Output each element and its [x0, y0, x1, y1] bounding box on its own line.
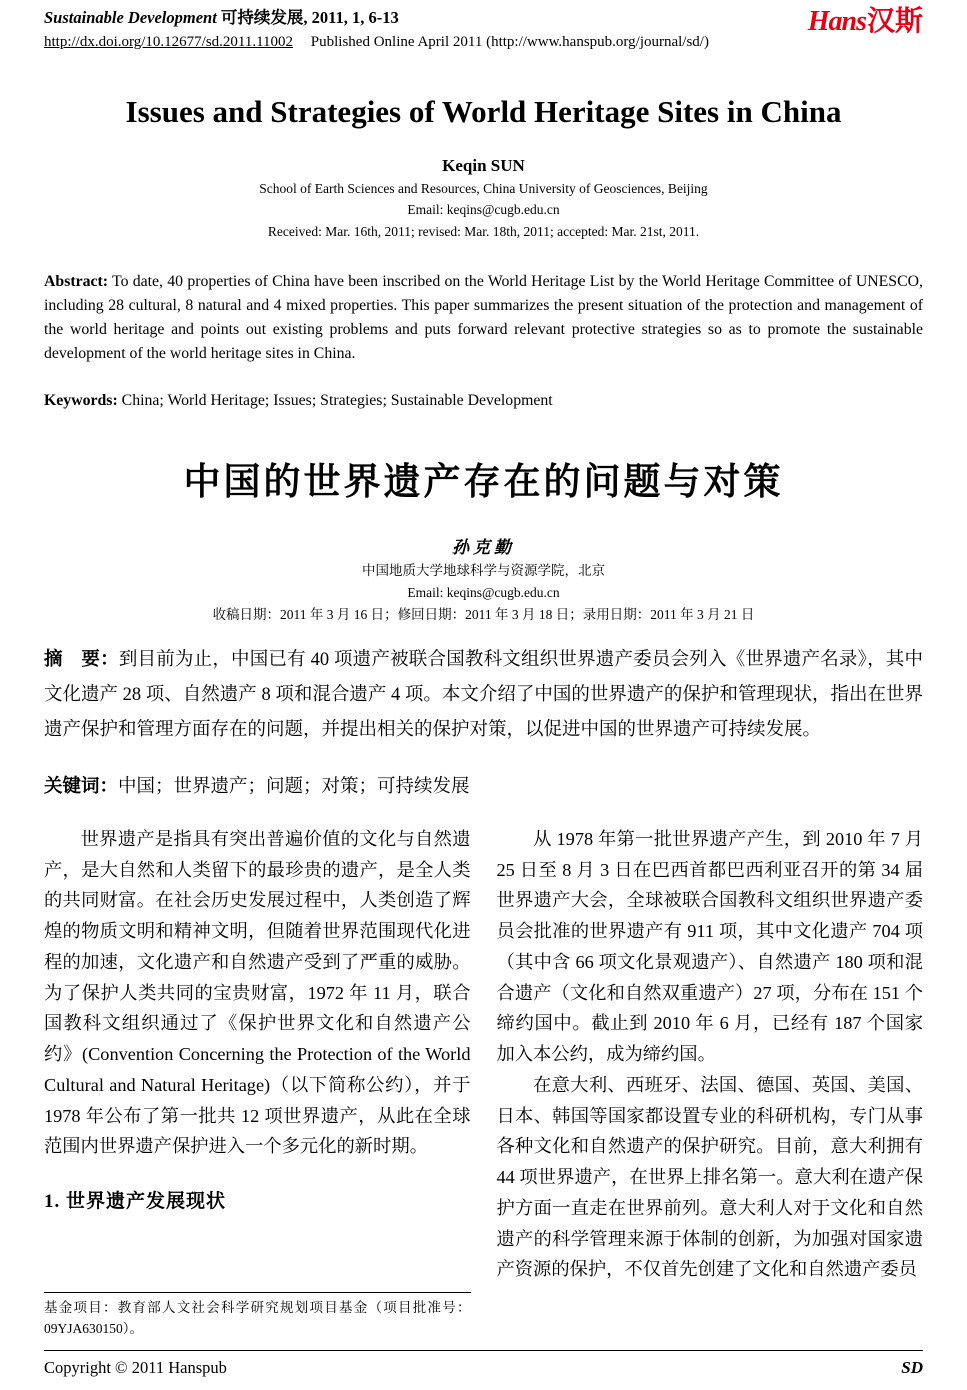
journal-issue-info: , 2011, 1, 6-13 — [303, 8, 399, 27]
abstract-en-text: To date, 40 properties of China have been inscribed on the World Heritage List by the World Heritage Committee of UNESCO, including 28 cultural, 8 natural and 4 mixed properties. This paper summarizes the present situation of the protection and management of the world heritage and points out existing problems and puts forward relevant protective strategies so as to promote the sustainable development of the world heritage sites in China. — [44, 273, 923, 362]
keywords-en-text: China; World Heritage; Issues; Strategies; Sustainable Development — [121, 392, 553, 410]
funding-footnote — [44, 1284, 471, 1340]
journal-abbreviation: SD — [901, 1358, 923, 1377]
page-footer — [44, 1350, 923, 1378]
keywords-zh-label: 关键词： — [44, 776, 119, 797]
author-name-zh: 孙克勤 — [452, 537, 515, 557]
copyright-text: Copyright © 2011 Hanspub — [44, 1358, 227, 1377]
footnote-separator-line — [44, 1292, 471, 1293]
footnote-text: 基金项目：教育部人文社会科学研究规划项目基金（项目批准号：09YJA630150）。 — [44, 1300, 471, 1337]
abstract-en — [44, 270, 923, 365]
journal-title-en: Sustainable Development — [44, 8, 217, 27]
body-columns — [44, 824, 923, 1340]
affiliation-en: School of Earth Sciences and Resources, China University of Geosciences, Beijing — [259, 180, 708, 196]
section-1-heading: 1. 世界遗产发展现状 — [44, 1191, 227, 1213]
right-column — [497, 824, 924, 1340]
abstract-zh-label: 摘 要： — [44, 649, 119, 670]
journal-title-line — [44, 8, 709, 29]
abstract-zh — [44, 643, 923, 748]
hans-logo-chinese: 汉斯 — [866, 6, 923, 37]
author-name-en: Keqin SUN — [442, 155, 525, 175]
affiliation-zh: 中国地质大学地球科学与资源学院，北京 — [362, 562, 605, 578]
paper-title-zh: 中国的世界遗产存在的问题与对策 — [183, 461, 784, 503]
keywords-zh — [44, 772, 923, 798]
email-zh: Email: keqins@cugb.edu.cn — [407, 585, 560, 601]
author-block-en — [44, 156, 923, 241]
journal-info — [44, 8, 709, 51]
doi-link[interactable]: http://dx.doi.org/10.12677/sd.2011.11002 — [44, 33, 294, 50]
keywords-en-label: Keywords: — [44, 392, 118, 410]
dates-en: Received: Mar. 16th, 2011; revised: Mar. 18th, 2011; accepted: Mar. 21st, 2011. — [267, 223, 700, 239]
paper-title-en: Issues and Strategies of World Heritage Sites in China — [125, 93, 842, 129]
body-paragraph: 从 1978 年第一批世界遗产产生，到 2010 年 7 月 25 日至 8 月 3 日在巴西首都巴西利亚召开的第 34 届世界遗产大会，全球被联合国教科文组织世界遗产委员会批准的世界遗产有 911 项，其中文化遗产 704 项（其中含 66 项文化景观遗产）、自然遗产 180 项和混合遗产（文化和自然双重遗产）27 项，分布在 151 个缔约国中。截止到 2010 年 6 月，已经有 187 个国家加入本公约，成为缔约国。 — [496, 828, 923, 1065]
keywords-en — [44, 389, 923, 413]
journal-header — [44, 8, 923, 51]
keywords-zh-text: 中国；世界遗产；问题；对策；可持续发展 — [118, 776, 470, 797]
dates-zh: 收稿日期：2011 年 3 月 16 日；修回日期：2011 年 3 月 18 日；录用日期：2011 年 3 月 21 日 — [212, 607, 755, 623]
body-paragraph: 在意大利、西班牙、法国、德国、英国、美国、日本、韩国等国家都设置专业的科研机构，专门从事各种文化和自然遗产的保护研究。目前，意大利拥有 44 项世界遗产，在世界上排名第一。意大利在遗产保护方面一直走在世界前列。意大利人对于文化和自然遗产的科学管理来源于体制的创新，为加强对国家遗产资源的保护，不仅首先创建了文化和自然遗产委员 — [496, 1074, 923, 1280]
author-block-zh — [44, 533, 923, 625]
hans-logo-latin: Hans — [807, 6, 866, 37]
body-paragraph: 世界遗产是指具有突出普遍价值的文化与自然遗产，是大自然和人类留下的最珍贵的遗产，是全人类的共同财富。在社会历史发展过程中，人类创造了辉煌的物质文明和精神文明，但随着世界范围现代化进程的加速，文化遗产和自然遗产受到了严重的威胁。为了保护人类共同的宝贵财富，1972 年 11 月，联合国教科文组织通过了《保护世界文化和自然遗产公约》(Convention Concerning the Protection of the World Cultural and Natural Heritage)（以下简称公约），并于 1978 年公布了第一批共 12 项世界遗产，从此在全球范围内世界遗产保护进入一个多元化的新时期。 — [44, 828, 471, 1157]
hans-publisher-logo — [808, 8, 923, 36]
abstract-zh-text: 到目前为止，中国已有 40 项遗产被联合国教科文组织世界遗产委员会列入《世界遗产名录》，其中文化遗产 28 项、自然遗产 8 项和混合遗产 4 项。本文介绍了中国的世界遗产的保护和管理现状，指出在世界遗产保护和管理方面存在的问题，并提出相关的保护对策，以促进中国的世界遗产可持续发展。 — [44, 649, 923, 740]
email-en: Email: keqins@cugb.edu.cn — [407, 202, 560, 218]
journal-title-zh: 可持续发展 — [220, 8, 304, 27]
published-online-text: Published Online April 2011 (http://www.hanspub.org/journal/sd/) — [310, 33, 709, 50]
abstract-en-label: Abstract: — [44, 273, 109, 291]
doi-line — [44, 34, 709, 51]
left-column — [44, 824, 471, 1340]
